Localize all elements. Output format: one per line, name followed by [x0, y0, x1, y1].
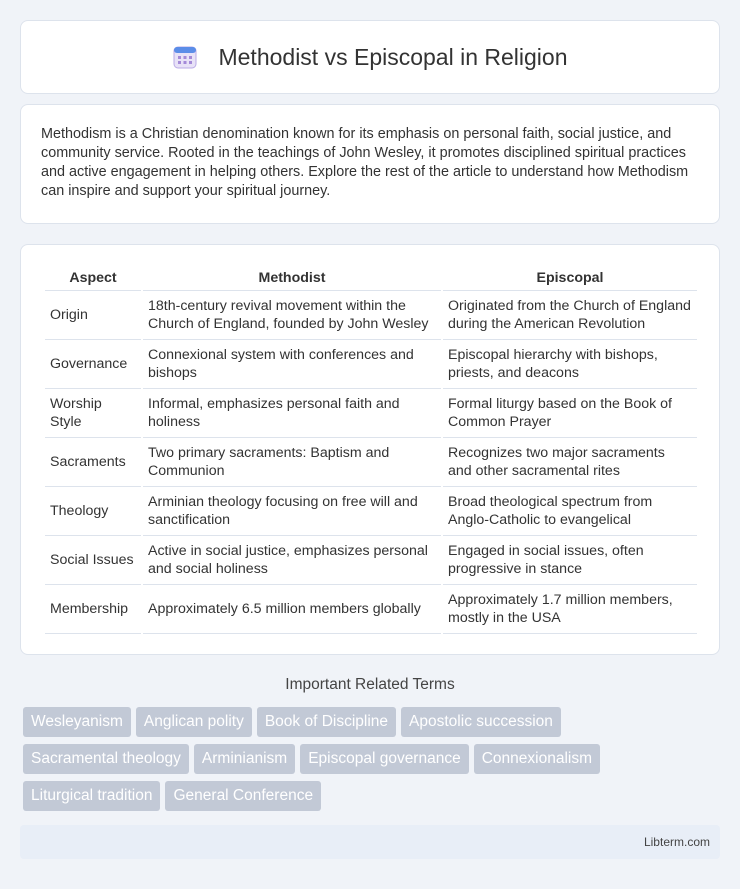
episcopal-cell: Recognizes two major sacraments and other sacramental rites: [443, 438, 697, 487]
table-row: [45, 536, 697, 585]
aspect-cell: Sacraments: [45, 438, 141, 487]
related-terms-title: Important Related Terms: [285, 676, 455, 693]
methodist-cell: Two primary sacraments: Baptism and Communion: [143, 438, 441, 487]
related-term-tag[interactable]: Arminianism: [194, 744, 295, 774]
methodist-cell: Informal, emphasizes personal faith and holiness: [143, 389, 441, 438]
related-term-tag[interactable]: General Conference: [165, 781, 321, 811]
episcopal-cell: Episcopal hierarchy with bishops, priests, and deacons: [443, 340, 697, 389]
methodist-cell: Active in social justice, emphasizes personal and social holiness: [143, 536, 441, 585]
related-term-tag[interactable]: Apostolic succession: [401, 707, 561, 737]
table-row: [45, 291, 697, 340]
methodist-cell: 18th-century revival movement within the Church of England, founded by John Wesley: [143, 291, 441, 340]
related-terms-list: [23, 707, 723, 818]
methodist-cell: Approximately 6.5 million members globally: [143, 585, 441, 634]
episcopal-cell: Broad theological spectrum from Anglo-Catholic to evangelical: [443, 487, 697, 536]
footer: [20, 825, 720, 859]
episcopal-cell: Engaged in social issues, often progressive in stance: [443, 536, 697, 585]
episcopal-cell: Originated from the Church of England during the American Revolution: [443, 291, 697, 340]
related-term-tag[interactable]: Wesleyanism: [23, 707, 131, 737]
table-row: [45, 487, 697, 536]
related-term-tag[interactable]: Liturgical tradition: [23, 781, 160, 811]
related-term-tag[interactable]: Episcopal governance: [300, 744, 469, 774]
aspect-cell: Governance: [45, 340, 141, 389]
related-term-tag[interactable]: Book of Discipline: [257, 707, 396, 737]
table-row: [45, 438, 697, 487]
page-header: [20, 20, 720, 94]
calendar-icon: [172, 44, 198, 70]
episcopal-cell: Approximately 1.7 million members, mostly in the USA: [443, 585, 697, 634]
intro-text: Methodism is a Christian denomination known for its emphasis on personal faith, social justice, and community service. Rooted in the teachings of John Wesley, it promotes disciplined spiritual practices and active engagement in helping others. Explore the rest of the article to understand how Methodism can inspire and support your spiritual journey.: [41, 126, 689, 199]
table-header-row: [45, 265, 697, 291]
related-term-tag[interactable]: Connexionalism: [474, 744, 600, 774]
page-title: Methodist vs Episcopal in Religion: [218, 43, 568, 70]
aspect-cell: Social Issues: [45, 536, 141, 585]
comparison-card: [20, 244, 720, 655]
table-row: [45, 585, 697, 634]
aspect-cell: Membership: [45, 585, 141, 634]
table-row: [45, 340, 697, 389]
intro-section: [20, 104, 720, 224]
column-header: Episcopal: [443, 265, 697, 291]
footer-site-link[interactable]: Libterm.com: [643, 835, 710, 849]
related-term-tag[interactable]: Sacramental theology: [23, 744, 189, 774]
methodist-cell: Arminian theology focusing on free will and sanctification: [143, 487, 441, 536]
column-header: Aspect: [45, 265, 141, 291]
aspect-cell: Origin: [45, 291, 141, 340]
methodist-cell: Connexional system with conferences and bishops: [143, 340, 441, 389]
episcopal-cell: Formal liturgy based on the Book of Common Prayer: [443, 389, 697, 438]
aspect-cell: Theology: [45, 487, 141, 536]
column-header: Methodist: [143, 265, 441, 291]
related-term-tag[interactable]: Anglican polity: [136, 707, 252, 737]
table-row: [45, 389, 697, 438]
comparison-table: [43, 265, 699, 634]
aspect-cell: Worship Style: [45, 389, 141, 438]
